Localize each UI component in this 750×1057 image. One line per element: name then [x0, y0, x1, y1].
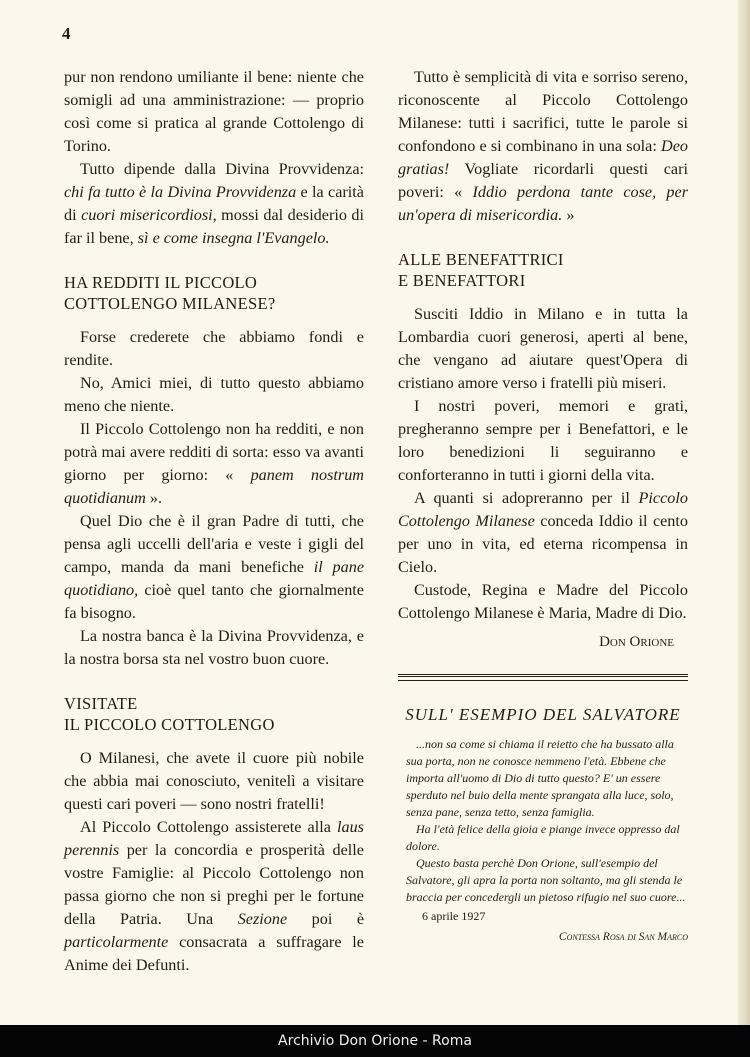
quote-paragraph: Ha l'età felice della gioia e piange invece oppresso dal dolore. [406, 822, 680, 853]
left-column [64, 66, 364, 977]
text-span: consacrata a suffragare le Anime dei Defunti. [64, 933, 364, 974]
quote-paragraph: Questo basta perchè Don Orione, sull'esempio del Salvatore, gli apra la porta non soltanto, ma gli stenda le braccia per concedergli un pietoso rifugio nel suo cuore... [406, 856, 686, 904]
text-span: per la concordia e prosperità delle vostre Famiglie: al Piccolo Cottolengo non passa giorno che non si preghi per le fortune della Patria. Una [64, 841, 364, 928]
paragraph [398, 66, 688, 227]
text-span: Al Piccolo Cottolengo assisterete alla [80, 818, 337, 836]
right-column [398, 66, 688, 946]
paragraph: Custode, Regina e Madre del Piccolo Cottolengo Milanese è Maria, Madre di Dio. [398, 581, 688, 622]
quote-paragraph: ...non sa come si chiama il reietto che ha bussato alla sua porta, non ne conosce nemmeno l'età. Ebbene che importa all'uomo di Dio di tutto questo? E' un essere sperduto nel buio della mente sprangata alla luce, solo, senza pane, senza tetto, senza famiglia. [406, 737, 674, 819]
text-span: Quel Dio che è il gran Padre di tutti, che pensa agli uccelli dell'aria e veste i gigli del campo, manda da mani benefiche [64, 512, 364, 576]
paragraph [64, 418, 364, 510]
italic-span: Iddio perdona tante cose, per un'opera di misericordia. [398, 183, 688, 224]
paragraph: Susciti Iddio in Milano e in tutta la Lombardia cuori generosi, aperti al bene, che vengano ad aiutare quest'Opera di cristiano amore verso i fratelli più miseri. [398, 305, 688, 392]
paragraph: No, Amici miei, di tutto questo abbiamo meno che niente. [64, 374, 364, 415]
italic-span: Deo gratias! [398, 137, 688, 178]
paragraph [64, 510, 364, 625]
italic-span: Piccolo Cottolengo Milanese [398, 489, 688, 530]
italic-span: Sezione [237, 910, 288, 928]
italic-span: il pane quotidiano, [64, 558, 364, 599]
page-edge-shadow [738, 0, 750, 1025]
section-heading [398, 249, 688, 291]
quote-date: 6 aprile 1927 [422, 909, 486, 923]
heading-line: ALLE BENEFATTRICI [398, 250, 564, 269]
paragraph: Forse crederete che abbiamo fondi e rendite. [64, 328, 364, 369]
paragraph [64, 816, 364, 977]
double-rule-divider [398, 674, 688, 681]
heading-line: VISITATE [64, 694, 138, 713]
italic-span: sì e come insegna l'Evangelo. [137, 229, 330, 247]
text-span: Vogliate ricordarli questi cari poveri: « [398, 160, 688, 201]
heading-line: IL PICCOLO COTTOLENGO [64, 715, 275, 734]
paragraph: La nostra banca è la Divina Provvidenza, e la nostra borsa sta nel vostro buon cuore. [64, 627, 364, 668]
text-span: » [562, 206, 575, 224]
text-span: poi è [287, 910, 365, 928]
italic-span: panem nostrum quotidianum [64, 466, 364, 507]
text-span: ». [145, 489, 163, 507]
text-span: conceda Iddio il cento per uno in vita, ed eterna ricompensa in Cielo. [398, 512, 688, 576]
text-span: Tutto dipende dalla Divina Provvidenza: [80, 160, 364, 178]
quote-block [398, 736, 688, 946]
section-heading [64, 272, 364, 314]
italic-span: particolarmente [64, 933, 169, 951]
italic-span: chi fa tutto è la Divina Provvidenza [64, 183, 297, 201]
page-number: 4 [62, 24, 71, 43]
paragraph [398, 487, 688, 579]
text-span: A quanti si adopreranno per il [414, 489, 639, 507]
text-span: e la carità di [64, 183, 364, 224]
paragraph: O Milanesi, che avete il cuore più nobile che abbia mai conosciuto, venitelì a visitare questi cari poveri — sono nostri fratelli! [64, 749, 364, 813]
paragraph: pur non rendono umiliante il bene: niente che somigli ad una amministrazione: — proprio così come si pratica al grande Cottolengo di Torino. [64, 68, 364, 155]
text-span: cioè quel tanto che giornalmente fa bisogno. [64, 581, 364, 622]
paragraph [64, 158, 364, 250]
section-heading [64, 693, 364, 735]
quote-signature: Contessa Rosa di San Marco [558, 931, 688, 943]
signature: Don Orione [599, 634, 674, 650]
heading-line: COTTOLENGO MILANESE? [64, 294, 276, 313]
paragraph: I nostri poveri, memori e grati, pregheranno sempre per i Benefattori, e le loro benedizioni li seguiranno e conforteranno in tutti i giorni della vita. [398, 397, 688, 484]
heading-line: E BENEFATTORI [398, 271, 526, 290]
italic-span: cuori misericordiosi, [81, 206, 217, 224]
text-span: Il Piccolo Cottolengo non ha redditi, e non potrà mai avere redditi di sorta: esso va avanti giorno per giorno: « [64, 420, 364, 484]
italic-span: laus perennis [64, 818, 364, 859]
text-span: mossi dal desiderio di far il bene, [64, 206, 364, 247]
archive-footer: Archivio Don Orione - Roma [0, 1025, 750, 1057]
heading-line: HA REDDITI IL PICCOLO [64, 273, 258, 292]
box-title: SULL' ESEMPIO DEL SALVATORE [405, 705, 681, 724]
text-span: Tutto è semplicità di vita e sorriso sereno, riconoscente al Piccolo Cottolengo Milanese: tutti i sacrifici, tutte le parole si confondono e si combinano in una sola: [398, 68, 688, 155]
